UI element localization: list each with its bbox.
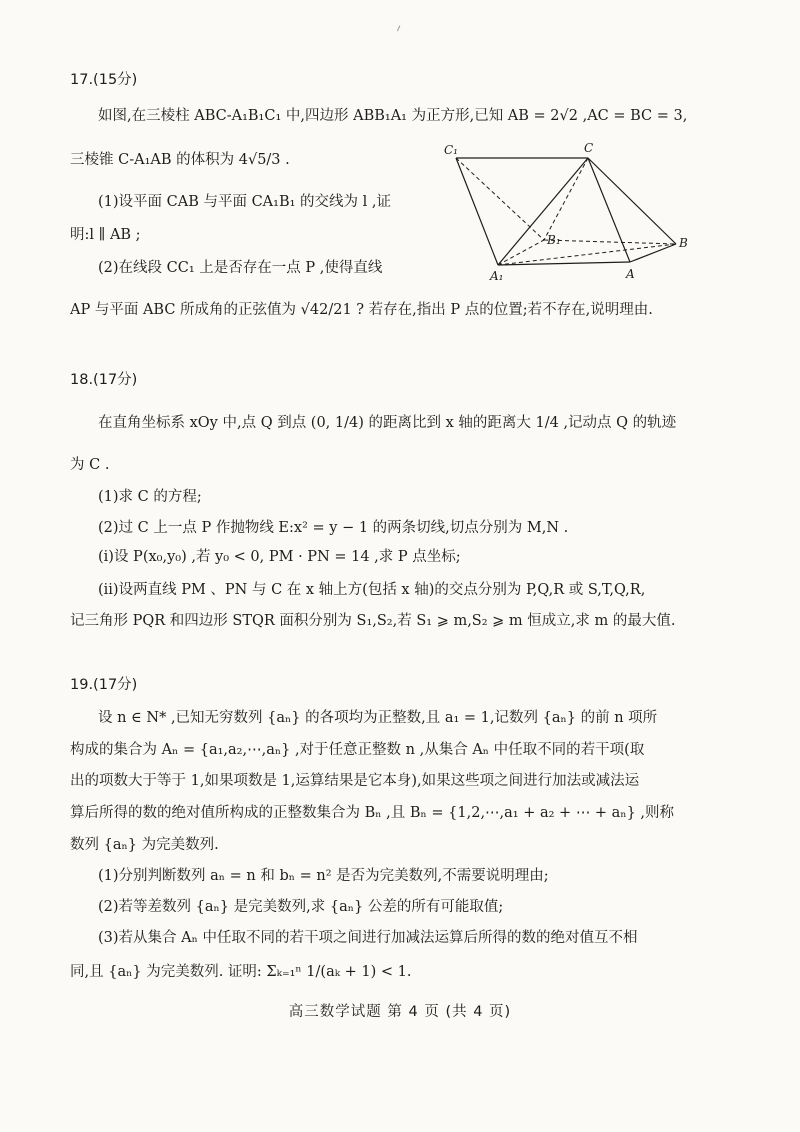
label-C1: C₁	[444, 143, 458, 157]
q18-line-1: 在直角坐标系 xOy 中,点 Q 到点 (0, 1/4) 的距离比到 x 轴的距离大 1/4 ,记动点 Q 的轨迹	[98, 415, 677, 431]
label-A: A	[626, 267, 635, 281]
q18-header: 18.(17分)	[70, 372, 138, 388]
q18-line-7: 记三角形 PQR 和四边形 STQR 面积分别为 S₁,S₂,若 S₁ ⩾ m,S₂ ⩾ m 恒成立,求 m 的最大值.	[70, 613, 676, 629]
q19-line-3: 出的项数大于等于 1,如果项数是 1,运算结果是它本身),如果这些项之间进行加法或减法运	[70, 773, 640, 789]
q18-line-6: (ii)设两直线 PM 、PN 与 C 在 x 轴上方(包括 x 轴)的交点分别为 P,Q,R 或 S,T,Q,R,	[98, 582, 646, 598]
q19-line-1: 设 n ∈ N* ,已知无穷数列 {aₙ} 的各项均为正整数,且 a₁ = 1,记数列 {aₙ} 的前 n 项所	[98, 710, 658, 726]
q19-header: 19.(17分)	[70, 677, 138, 693]
q19-line-2: 构成的集合为 Aₙ = {a₁,a₂,⋯,aₙ} ,对于任意正整数 n ,从集合 Aₙ 中任取不同的若干项(取	[70, 742, 645, 758]
scan-mark	[397, 25, 403, 32]
q17-line-6: AP 与平面 ABC 所成角的正弦值为 √42/21 ? 若存在,指出 P 点的位置;若不存在,说明理由.	[70, 302, 653, 318]
q17-line-3: (1)设平面 CAB 与平面 CA₁B₁ 的交线为 l ,证	[98, 194, 392, 210]
label-B: B	[679, 236, 688, 250]
label-C: C	[584, 141, 594, 155]
q19-line-9: 同,且 {aₙ} 为完美数列. 证明: Σₖ₌₁ⁿ 1/(aₖ + 1) < 1.	[70, 964, 412, 980]
q19-line-8: (3)若从集合 Aₙ 中任取不同的若干项之间进行加减法运算后所得的数的绝对值互不相	[98, 930, 638, 946]
q18-line-4: (2)过 C 上一点 P 作抛物线 E:x² = y − 1 的两条切线,切点分别为 M,N .	[98, 520, 569, 536]
q19-line-6: (1)分别判断数列 aₙ = n 和 bₙ = n² 是否为完美数列,不需要说明理由;	[98, 868, 549, 884]
q18-line-3: (1)求 C 的方程;	[98, 489, 202, 505]
label-B1: B₁	[547, 233, 561, 247]
q19-line-5: 数列 {aₙ} 为完美数列.	[70, 837, 219, 853]
q17-line-1: 如图,在三棱柱 ABC-A₁B₁C₁ 中,四边形 ABB₁A₁ 为正方形,已知 AB = 2√2 ,AC = BC = 3,	[98, 108, 688, 124]
q17-line-2: 三棱锥 C-A₁AB 的体积为 4√5/3 .	[70, 152, 290, 168]
q17-line-4: 明:l ∥ AB ;	[70, 227, 141, 243]
q18-line-5: (i)设 P(x₀,y₀) ,若 y₀ < 0, PM · PN = 14 ,求 P 点坐标;	[98, 549, 461, 565]
prism-figure	[440, 140, 700, 285]
label-A1: A₁	[490, 269, 504, 283]
page-footer: 高三数学试题 第 4 页 (共 4 页)	[288, 1004, 512, 1020]
q19-line-4: 算后所得的数的绝对值所构成的正整数集合为 Bₙ ,且 Bₙ = {1,2,⋯,a₁ + a₂ + ⋯ + aₙ} ,则称	[70, 805, 675, 821]
q17-header: 17.(15分)	[70, 72, 138, 88]
q17-line-5: (2)在线段 CC₁ 上是否存在一点 P ,使得直线	[98, 260, 383, 276]
q19-line-7: (2)若等差数列 {aₙ} 是完美数列,求 {aₙ} 公差的所有可能取值;	[98, 899, 504, 915]
q18-line-2: 为 C .	[70, 457, 110, 473]
